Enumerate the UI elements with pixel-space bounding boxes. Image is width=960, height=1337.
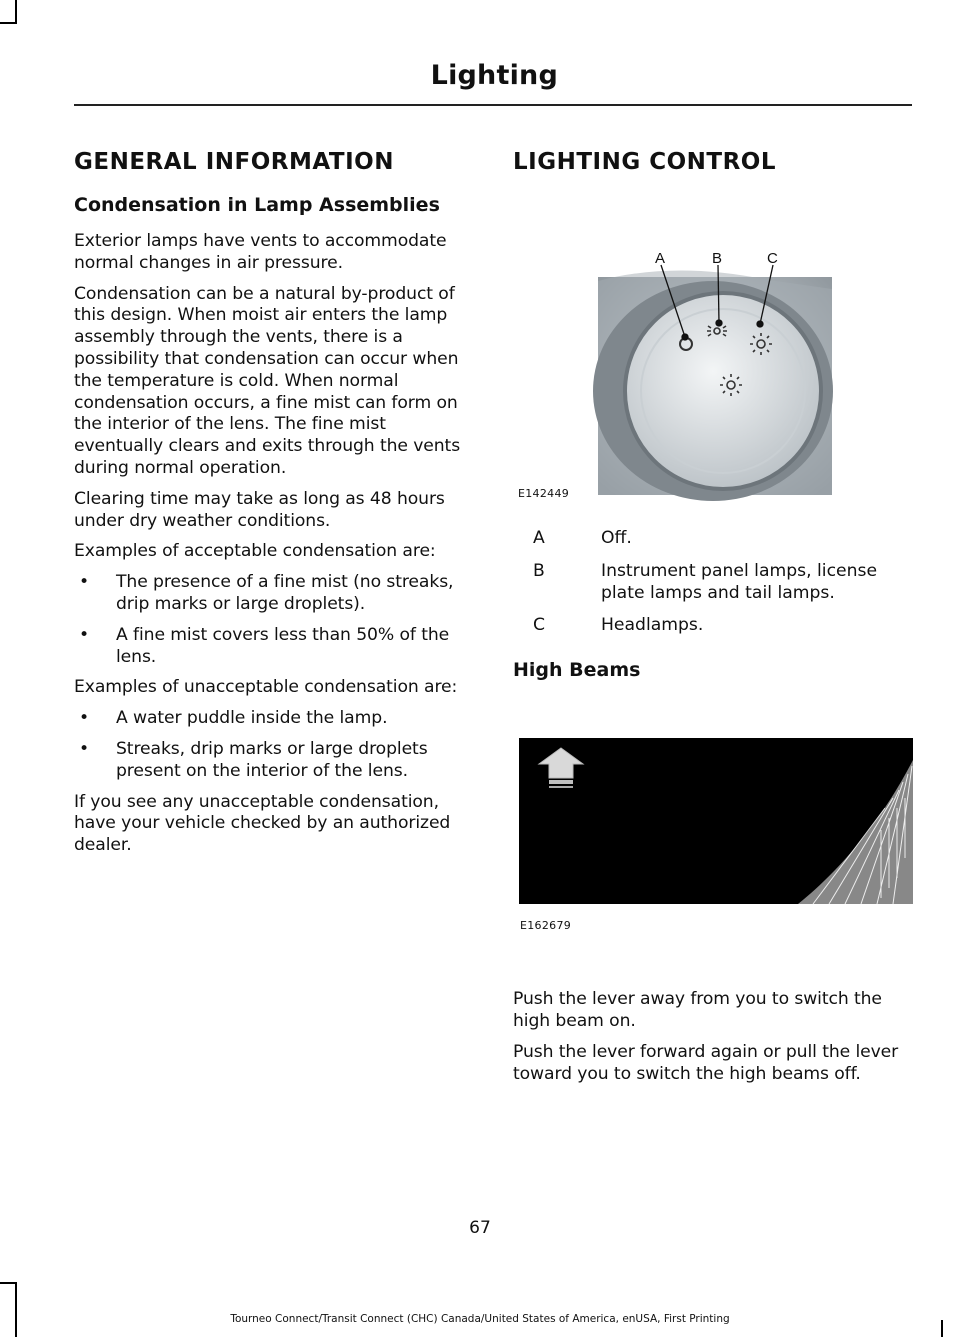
bullet-item — [74, 625, 478, 669]
crop-mark — [0, 22, 17, 24]
lighting-control-figure — [513, 191, 913, 511]
legend-row — [513, 528, 913, 550]
crop-mark — [0, 1282, 17, 1284]
bullet-glyph: • — [79, 738, 90, 759]
legend-letter: A — [533, 528, 545, 548]
control-dial — [625, 293, 821, 489]
bullet-item — [74, 708, 478, 730]
bullet-text: A water puddle inside the lamp. — [116, 708, 388, 729]
high-beams-figure — [513, 706, 913, 996]
legend-letter: C — [533, 615, 546, 636]
paragraph: Clearing time may take as long as 48 hours under dry weather conditions. — [74, 488, 445, 531]
right-column — [513, 145, 913, 1085]
paragraph: Examples of acceptable condensation are: — [74, 541, 436, 562]
subsection-heading: Condensation in Lamp Assemblies — [74, 194, 440, 216]
bullet-glyph: • — [79, 572, 90, 593]
legend-row — [513, 561, 913, 605]
section-heading: GENERAL INFORMATION — [74, 149, 394, 175]
paragraph: Exterior lamps have vents to accommodate normal changes in air pressure. — [74, 231, 447, 273]
page-number: 67 — [469, 1218, 491, 1238]
paragraph: Push the lever forward again or pull the lever toward you to switch the high beams off. — [513, 1041, 899, 1084]
callout-b: B — [712, 250, 723, 267]
bullet-text: Streaks, drip marks or large droplets present on the interior of the lens. — [116, 738, 428, 781]
subsection-heading: High Beams — [513, 659, 641, 682]
legend-letter: B — [533, 560, 545, 581]
bullet-item — [74, 572, 478, 616]
crop-mark — [15, 0, 17, 24]
bullet-text: The presence of a fine mist (no streaks, drip marks or large droplets). — [116, 572, 454, 614]
bullet-text: A fine mist covers less than 50% of the lens. — [116, 624, 450, 667]
lighting-control-illustration — [513, 191, 913, 511]
left-column — [74, 145, 478, 857]
legend-list — [513, 528, 913, 637]
paragraph: Push the lever away from you to switch the high beam on. — [513, 989, 882, 1031]
bullet-glyph: • — [79, 708, 90, 729]
paragraph: Condensation can be a natural by-product of this design. When moist air enters the lamp assembly through the vents, there is a possibility that condensation can occur when the temperature is cold. When normal condensation occurs, a fine mist can form on the interior of the lens. The fine mist eventually clears and exits through the vents during normal operation. — [74, 283, 461, 478]
page-footer: Tourneo Connect/Transit Connect (CHC) Canada/United States of America, enUSA, First Printing — [230, 1313, 730, 1325]
callout-a: A — [655, 250, 666, 267]
paragraph: If you see any unacceptable condensation, have your vehicle checked by an authorized dealer. — [74, 791, 451, 856]
paragraph: Examples of unacceptable condensation are: — [74, 677, 458, 698]
high-beams-illustration — [513, 738, 913, 908]
section-heading: LIGHTING CONTROL — [513, 149, 777, 175]
page-header-title: Lighting — [430, 60, 558, 91]
header-rule — [74, 104, 912, 106]
figure-code: E142449 — [518, 487, 570, 500]
bullet-item — [74, 739, 478, 783]
legend-text: Instrument panel lamps, license plate lamps and tail lamps. — [601, 560, 878, 603]
legend-row — [513, 615, 913, 637]
bullet-glyph: • — [79, 624, 90, 645]
legend-text: Off. — [601, 528, 632, 548]
legend-text: Headlamps. — [601, 615, 704, 636]
crop-mark — [15, 1282, 17, 1337]
callout-c: C — [767, 250, 778, 267]
figure-code: E162679 — [520, 919, 572, 933]
